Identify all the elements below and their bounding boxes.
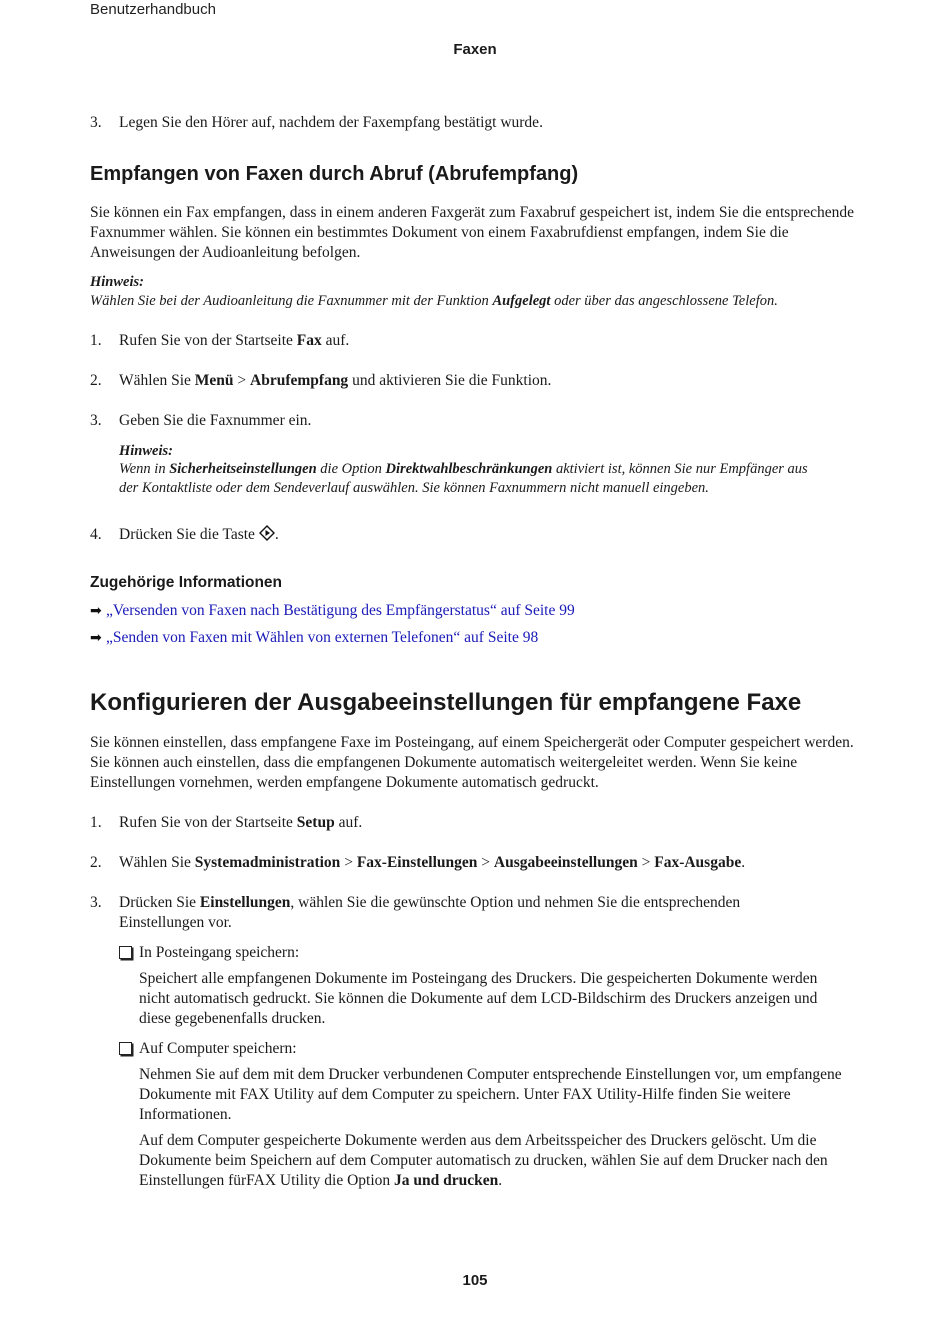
step-text-part: Drücken Sie	[119, 894, 200, 911]
note-text-part: aktiviert ist, können Sie nur Empfänger aus	[552, 461, 808, 477]
step-bold-menu: Menü	[194, 372, 234, 389]
output-step-3-number: 3.	[90, 894, 102, 911]
start-diamond-icon	[259, 525, 275, 541]
polling-step-2-number: 2.	[90, 372, 102, 389]
polling-step-4-number: 4.	[90, 526, 102, 543]
related-info-heading: Zugehörige Informationen	[90, 574, 283, 591]
note-bold-direktwahlbeschraenkungen: Direktwahlbeschränkungen	[385, 461, 553, 477]
step-text-part: .	[741, 854, 746, 871]
option-2-description-2	[139, 1131, 851, 1191]
step-text-part: auf.	[321, 332, 350, 349]
option-1-label: In Posteingang speichern:	[139, 944, 300, 961]
section-heading-polling: Empfangen von Faxen durch Abruf (Abrufempfang)	[90, 163, 579, 185]
step-text-part: Rufen Sie von der Startseite	[119, 814, 297, 831]
note-bold-sicherheitseinstellungen: Sicherheitseinstellungen	[169, 461, 317, 477]
page-number: 105	[462, 1272, 488, 1289]
step-text-part: Wählen Sie	[119, 854, 195, 871]
related-link-2-text[interactable]: „Senden von Faxen mit Wählen von externen Telefonen“ auf Seite 98	[106, 629, 539, 646]
step-text-part: >	[637, 854, 655, 871]
step-text-part: Drücken Sie die Taste	[119, 526, 259, 543]
chapter-title: Faxen	[453, 41, 497, 58]
step-bold-fax: Fax	[296, 332, 322, 349]
related-link-1[interactable]	[90, 601, 575, 621]
step-text-part: und aktivieren Sie die Funktion.	[348, 372, 552, 389]
note-text-part: Wählen Sie bei der Audioanleitung die Faxnummer mit der Funktion	[90, 293, 493, 309]
polling-note-text	[90, 292, 778, 311]
manual-title: Benutzerhandbuch	[90, 1, 216, 18]
option-2-description: Nehmen Sie auf dem mit dem Drucker verbundenen Computer entsprechende Einstellungen vor, um empfangene Dokumente mit FAX Utility auf dem Computer zu speichern. Unter FAX Utility-Hilfe finden Sie weitere Informationen.	[139, 1066, 842, 1123]
step-text-part: auf.	[334, 814, 363, 831]
step-text-part: Wählen Sie	[119, 372, 195, 389]
note-text-part: Wenn in	[119, 461, 170, 477]
polling-step-4-text	[119, 525, 279, 545]
step3-note-line2: der Kontaktliste oder dem Sendeverlauf auswählen. Sie können Faxnummern nicht manuell eingeben.	[119, 480, 709, 496]
step-bold-fax-einstellungen: Fax-Einstellungen	[356, 854, 478, 871]
polling-step-1-text	[119, 331, 349, 351]
step-bold-ausgabeeinstellungen: Ausgabeeinstellungen	[493, 854, 638, 871]
option-2-label: Auf Computer speichern:	[139, 1040, 297, 1057]
step-bold-einstellungen: Einstellungen	[199, 894, 291, 911]
step-bold-fax-ausgabe: Fax-Ausgabe	[654, 854, 742, 871]
note-bold-aufgelegt: Aufgelegt	[492, 293, 551, 309]
output-paragraph: Sie können einstellen, dass empfangene Faxe im Posteingang, auf einem Speichergerät oder Computer gespeichert werden. Sie können auch einstellen, dass die empfangenen Dokumente automatisch weitergeleitet werden. Wenn Sie keine Einstellungen vornehmen, werden empfangene Dokumente automatisch gedruckt.	[90, 734, 854, 791]
step-text-part: Rufen Sie von der Startseite	[119, 332, 297, 349]
output-step-3-text-line2: Einstellungen vor.	[119, 914, 232, 931]
intro-step-text: Legen Sie den Hörer auf, nachdem der Faxempfang bestätigt wurde.	[119, 114, 543, 131]
polling-paragraph: Sie können ein Fax empfangen, dass in einem anderen Faxgerät zum Faxabruf gespeichert ist, indem Sie die entsprechende Faxnummer wählen. Sie können ein bestimmtes Dokument von einem Faxabrufdienst empfangen, indem Sie die Anweisungen der Audioanleitung befolgen.	[90, 204, 854, 261]
step3-note-title: Hinweis:	[119, 443, 173, 459]
related-link-2[interactable]	[90, 628, 538, 648]
polling-step-2-text	[119, 371, 551, 391]
desc-text-part: Auf dem Computer gespeicherte Dokumente werden aus dem Arbeitsspeicher des Druckers gelöscht. Um die Dokumente beim Speichern auf dem Computer automatisch zu drucken, wählen Sie auf dem Drucker nach den Einstellungen fürFAX Utility die Option	[139, 1132, 828, 1189]
step-bold-abrufempfang: Abrufempfang	[250, 372, 349, 389]
output-step-1-number: 1.	[90, 814, 102, 831]
step-text-part: >	[340, 854, 357, 871]
step-text-part: >	[233, 372, 251, 389]
output-step-1-text	[119, 813, 362, 833]
option-1-description: Speichert alle empfangenen Dokumente im Posteingang des Druckers. Die gespeicherten Dokumente werden nicht automatisch gedruckt. Sie können die Dokumente auf dem LCD-Bildschirm des Druckers anzeigen und diese gegebenenfalls drucken.	[139, 970, 818, 1027]
desc-bold-ja-und-drucken: Ja und drucken	[394, 1172, 499, 1189]
right-arrow-icon: ➡	[90, 603, 102, 619]
step-text-part: .	[274, 526, 279, 543]
polling-step-1-number: 1.	[90, 332, 102, 349]
step-text-part: >	[477, 854, 494, 871]
checkbox-icon	[119, 946, 132, 959]
related-link-1-text[interactable]: „Versenden von Faxen nach Bestätigung des Empfängerstatus“ auf Seite 99	[106, 602, 575, 619]
note-text-part: die Option	[316, 461, 386, 477]
polling-step-3-text: Geben Sie die Faxnummer ein.	[119, 412, 312, 429]
right-arrow-icon: ➡	[90, 630, 102, 646]
output-step-3-text	[119, 893, 740, 913]
output-step-2-number: 2.	[90, 854, 102, 871]
step3-note-line1	[119, 460, 808, 479]
desc-text-part: .	[498, 1172, 503, 1189]
section-heading-output: Konfigurieren der Ausgabeeinstellungen für empfangene Faxe	[90, 689, 802, 716]
polling-step-3-number: 3.	[90, 412, 102, 429]
step-text-part: , wählen Sie die gewünschte Option und nehmen Sie die entsprechenden	[290, 894, 741, 911]
checkbox-icon	[119, 1042, 132, 1055]
step-bold-systemadministration: Systemadministration	[194, 854, 341, 871]
output-step-2-text	[119, 853, 745, 873]
note-text-part: oder über das angeschlossene Telefon.	[550, 293, 778, 309]
step-bold-setup: Setup	[296, 814, 335, 831]
polling-note-title: Hinweis:	[90, 274, 144, 290]
intro-step-number: 3.	[90, 114, 102, 131]
